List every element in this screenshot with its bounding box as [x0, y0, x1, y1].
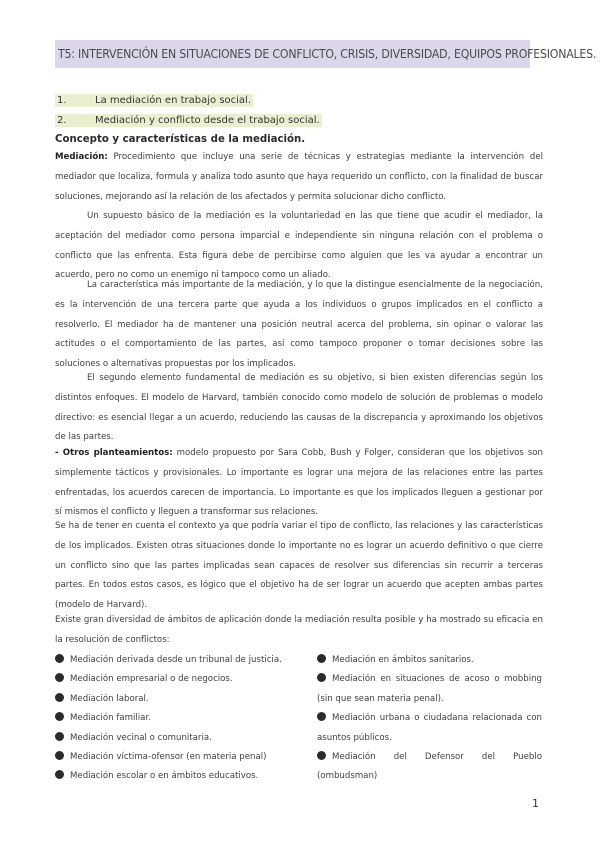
bullet-icon [317, 654, 326, 663]
paragraph-caracteristica [55, 276, 543, 375]
paragraph-text: Existe gran diversidad de ámbitos de aplicación donde la mediación resulta posible y ha mostrado su eficacia en la resolución de conflictos: [55, 615, 543, 645]
list-item: Mediación vecinal o comunitaria. [55, 729, 305, 748]
bullet-icon [55, 751, 64, 760]
section-subtitle: Concepto y características de la mediación. [55, 134, 306, 145]
list-item: Mediación en ámbitos sanitarios. [317, 651, 542, 670]
bullet-icon [317, 673, 326, 682]
list-item: Mediación derivada desde un tribunal de justicia. [55, 651, 305, 670]
bullet-icon [55, 712, 64, 721]
list-item: Mediación víctima-ofensor (en materia penal) [55, 748, 305, 767]
toc-label: Mediación y conflicto desde el trabajo social. [95, 115, 320, 126]
bullet-icon [55, 732, 64, 741]
paragraph-text: La característica más importante de la mediación, y lo que la distingue esencialmente de la negociación, es la intervención de una tercera parte que ayuda a los individuos o grupos implicados en el conflicto a resolverlo. El mediador ha de mantener una posición neutral acerca del problema, sin opinar o valorar las actitudes o el comportamiento de las partes, así como tampoco proponer o tomar decisiones sobre las soluciones o alternativas propuestas por los implicados. [55, 280, 543, 370]
paragraph-text: Se ha de tener en cuenta el contexto ya que podría variar el tipo de conflicto, las relaciones y las características de los implicados. Existen otras situaciones donde lo importante no es lograr un acuerdo definitivo o que cierre un conflicto sino que las partes implicadas sean capaces de resolver sus diferencias sin recurrir a terceras partes. En todos estos casos, es lógico que el objetivo ha de ser lograr un acuerdo que acepten ambas partes (modelo de Harvard). [55, 521, 543, 611]
toc-item-1 [55, 95, 253, 106]
bullet-icon [317, 751, 326, 760]
bullet-icon [55, 693, 64, 702]
list-item: Mediación familiar. [55, 709, 305, 728]
term-label: Mediación: [55, 152, 108, 162]
paragraph-ambitos [55, 611, 543, 651]
toc-label: La mediación en trabajo social. [95, 95, 252, 106]
term-label: - Otros planteamientos: [55, 448, 173, 458]
paragraph-text: modelo propuesto por Sara Cobb, Bush y Folger, consideran que los objetivos son simplemente tácticos y provisionales. Lo importante es lograr una mejora de las relaciones entre las partes enfrentadas, los acuerdos carecen de importancia. Lo importante es que los implicados lleguen a gestionar por sí mismos el conflicto y lleguen a transformar sus relaciones. [55, 448, 544, 518]
list-item: Mediación empresarial o de negocios. [55, 670, 305, 689]
paragraph-voluntariedad [55, 207, 543, 286]
paragraph-contexto [55, 517, 543, 616]
toc-item-2 [55, 115, 322, 126]
paragraph-text: El segundo elemento fundamental de mediación es su objetivo, si bien existen diferencias según los distintos enfoques. El modelo de Harvard, también conocido como modelo de solución de problemas o modelo directivo: es esencial llegar a un acuerdo, reduciendo las causas de la discrepancia y aproximando los objetivos de las partes. [55, 373, 543, 443]
list-item: Mediación en situaciones de acoso o mobbing (sin que sean materia penal). [317, 674, 542, 704]
page-number: 1 [532, 797, 539, 810]
paragraph-text: Un supuesto básico de la mediación es la voluntariedad en las que tiene que acudir el mediador, la aceptación del mediador como persona imparcial e independiente sin ninguna relación con el problema o conflicto que las enfrenta. Esta figura debe de percibirse como alguien que les va ayudar a encontrar un acuerdo, pero no como un enemigo ni tampoco como un aliado. [55, 211, 543, 281]
paragraph-objetivo [55, 369, 543, 448]
paragraph-text: Procedimiento que incluye una serie de técnicas y estrategias mediante la intervención del mediador que localiza, formula y analiza todo asunto que haya requerido un conflicto, con la finalidad de buscar soluciones, mejorando así la relación de los afectados y permita solucionar dicho conflicto. [55, 152, 543, 202]
bullet-icon [55, 673, 64, 682]
list-item: Mediación laboral. [55, 690, 305, 709]
bullet-icon [317, 712, 326, 721]
toc-number: 1. [57, 95, 67, 106]
list-item: Mediación del Defensor del Pueblo (ombudsman) [317, 752, 542, 782]
ambitos-list-right [317, 651, 542, 787]
list-item: Mediación escolar o en ámbitos educativos. [55, 767, 305, 786]
paragraph-otros-planteamientos [55, 444, 543, 523]
list-item: Mediación urbana o ciudadana relacionada con asuntos públicos. [317, 713, 542, 743]
bullet-icon [55, 654, 64, 663]
bullet-icon [55, 770, 64, 779]
paragraph-definition [55, 148, 543, 207]
toc-number: 2. [57, 115, 67, 126]
document-title: T5: INTERVENCIÓN EN SITUACIONES DE CONFLICTO, CRISIS, DIVERSIDAD, EQUIPOS PROFESIONALES. [58, 47, 597, 61]
ambitos-list-left [55, 651, 305, 787]
